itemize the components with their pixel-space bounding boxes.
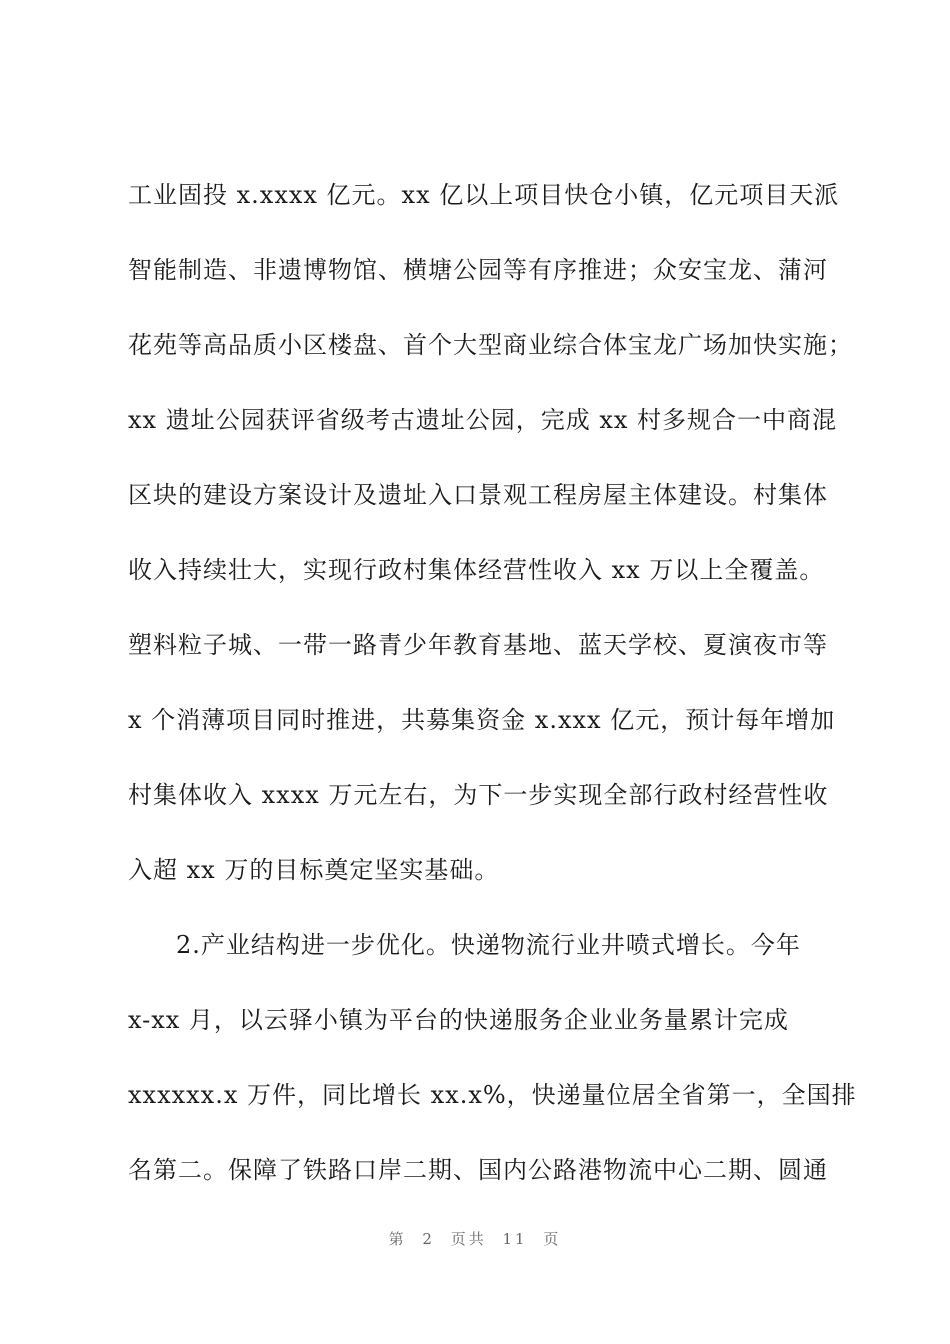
text-line-6: 收入持续壮大，实现行政村集体经营性收入 xx 万以上全覆盖。 bbox=[128, 556, 825, 584]
text-line-12: x-xx 月，以云驿小镇为平台的快递服务企业业务量累计完成 bbox=[128, 1006, 789, 1034]
text-line-2: 智能制造、非遗博物馆、横塘公园等有序推进；众安宝龙、蒲河 bbox=[128, 256, 828, 284]
text-line-10: 入超 xx 万的目标奠定坚实基础。 bbox=[128, 856, 500, 884]
page-footer: 第 2 页共 11 页 bbox=[388, 1230, 562, 1248]
text-line-4: xx 遗址公园获评省级考古遗址公园，完成 xx 村多规合一中商混 bbox=[128, 406, 838, 434]
text-line-1: 工业固投 x.xxxx 亿元。xx 亿以上项目快仓小镇，亿元项目天派 bbox=[128, 181, 840, 209]
body-text bbox=[128, 170, 857, 1220]
text-line-11: 2.产业结构进一步优化。快递物流行业井喷式增长。今年 bbox=[176, 931, 801, 959]
text-line-5: 区块的建设方案设计及遗址入口景观工程房屋主体建设。村集体 bbox=[128, 481, 828, 509]
text-line-8: x 个消薄项目同时推进，共募集资金 x.xxx 亿元，预计每年增加 bbox=[128, 706, 836, 734]
text-line-14: 名第二。保障了铁路口岸二期、国内公路港物流中心二期、圆通 bbox=[128, 1156, 828, 1184]
text-line-9: 村集体收入 xxxx 万元左右，为下一步实现全部行政村经营性收 bbox=[128, 781, 829, 809]
text-line-13: xxxxxx.x 万件，同比增长 xx.x%，快递量位居全省第一，全国排 bbox=[128, 1081, 857, 1109]
text-line-7: 塑料粒子城、一带一路青少年教育基地、蓝天学校、夏演夜市等 bbox=[128, 631, 828, 659]
text-line-3: 花苑等高品质小区楼盘、首个大型商业综合体宝龙广场加快实施； bbox=[128, 331, 853, 359]
